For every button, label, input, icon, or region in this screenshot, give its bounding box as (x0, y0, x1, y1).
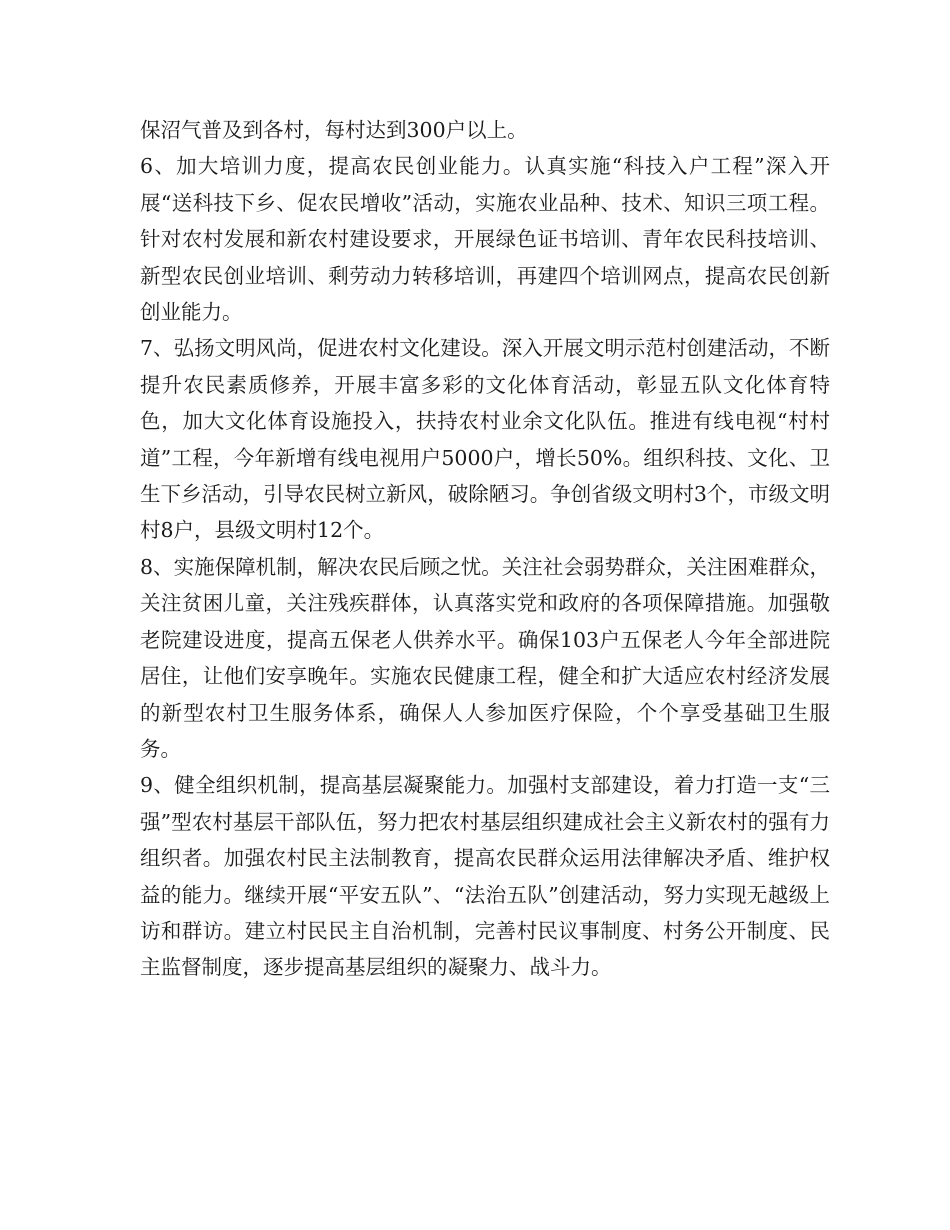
paragraph-item-9-organization: 9、健全组织机制，提高基层凝聚能力。加强村支部建设，着力打造一支“三强”型农村基层干部队伍，努力把农村基层组织建成社会主义新农村的强有力组织者。加强农村民主法制教育，提高农民群众运用法律解决矛盾、维护权益的能力。继续开展“平安五队”、“法治五队”创建活动，努力实现无越级上访和群访。建立村民民主自治机制，完善村民议事制度、村务公开制度、民主监督制度，逐步提高基层组织的凝聚力、战斗力。 (140, 773, 830, 980)
paragraph-item-8-security: 8、实施保障机制，解决农民后顾之忧。关注社会弱势群众，关注困难群众，关注贫困儿童，关注残疾群体，认真落实党和政府的各项保障措施。加强敬老院建设进度，提高五保老人供养水平。确保103户五保老人今年全部进院居住，让他们安享晚年。实施农民健康工程，健全和扩大适应农村经济发展的新型农村卫生服务体系，确保人人参加医疗保险，个个享受基础卫生服务。 (140, 554, 830, 761)
document-body (140, 112, 830, 986)
paragraph-continuation: 保沼气普及到各村，每村达到300户以上。 (140, 118, 528, 142)
paragraph-item-6-training: 6、加大培训力度，提高农民创业能力。认真实施“科技入户工程”深入开展“送科技下乡、促农民增收”活动，实施农业品种、技术、知识三项工程。针对农村发展和新农村建设要求，开展绿色证书培训、青年农民科技培训、新型农民创业培训、剩劳动力转移培训，再建四个培训网点，提高农民创新创业能力。 (140, 154, 830, 325)
paragraph-item-7-culture: 7、弘扬文明风尚，促进农村文化建设。深入开展文明示范村创建活动，不断提升农民素质修养，开展丰富多彩的文化体育活动，彰显五队文化体育特色，加大文化体育设施投入，扶持农村业余文化队伍。推进有线电视“村村道”工程，今年新增有线电视用户5000户，增长50%。组织科技、文化、卫生下乡活动，引导农民树立新风，破除陋习。争创省级文明村3个，市级文明村8户，县级文明村12个。 (140, 336, 830, 543)
